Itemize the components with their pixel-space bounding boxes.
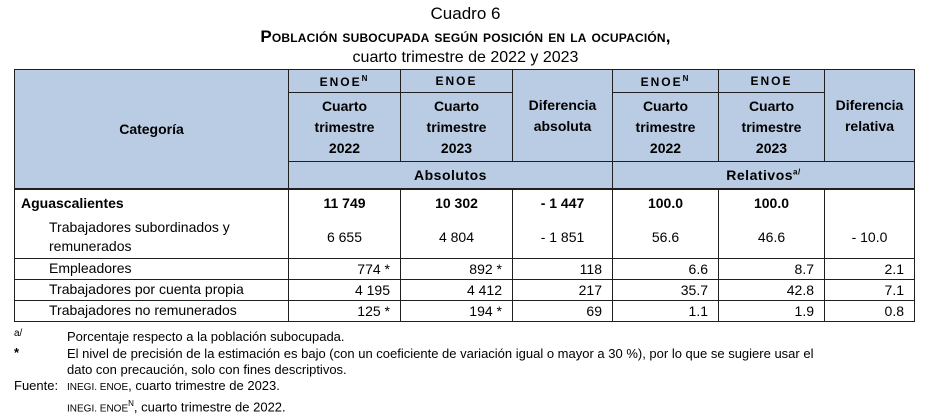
- header-cuarto-2022-rel: Cuarto trimestre 2022: [613, 93, 719, 162]
- cell-dif-rel: 2.1: [825, 258, 915, 279]
- cell-dif-abs: - 1 447: [513, 189, 613, 216]
- header-categoria: Categoría: [15, 70, 289, 190]
- cell-rel-2023: 100.0: [719, 189, 825, 216]
- cell-abs-2022: 774 *: [289, 258, 401, 279]
- cell-abs-2022: 11 749: [289, 189, 401, 216]
- footnote-a-mark: a/: [14, 328, 23, 339]
- table-row: [15, 189, 915, 216]
- cell-abs-2023: 892 *: [401, 258, 513, 279]
- cell-rel-2022: 6.6: [613, 258, 719, 279]
- cell-dif-rel: - 10.0: [825, 216, 915, 258]
- footnote-star-mark: *: [14, 345, 20, 360]
- footnote-a-text: Porcentaje respecto a la población subocupada.: [67, 329, 345, 344]
- header-diferencia-absoluta: Diferencia absoluta: [513, 70, 613, 162]
- cell-rel-2022: 35.7: [613, 279, 719, 300]
- cell-abs-2023: 10 302: [401, 189, 513, 216]
- row-label: Empleadores: [15, 258, 289, 279]
- header-enoe-n-rel: $ENOE^N$: [613, 70, 719, 93]
- cell-dif-abs: - 1 851: [513, 216, 613, 258]
- row-label: Aguascalientes: [15, 189, 289, 216]
- cell-dif-rel: 0.8: [825, 300, 915, 321]
- cell-rel-2022: 1.1: [613, 300, 719, 321]
- table-subtitle: cuarto trimestre de 2022 y 2023: [352, 49, 579, 66]
- cell-dif-abs: 69: [513, 300, 613, 321]
- cell-rel-2022: 100.0: [613, 189, 719, 216]
- cell-dif-rel: [825, 189, 915, 216]
- cell-rel-2022: 56.6: [613, 216, 719, 258]
- table-row: [15, 216, 915, 258]
- source-line-1: INEGI. ENOE, cuarto trimestre de 2023.: [67, 378, 280, 393]
- header-enoe-n: $ENOE^N$: [289, 70, 401, 93]
- cell-dif-abs: 118: [513, 258, 613, 279]
- header-cuarto-2022: Cuarto trimestre 2022: [289, 93, 401, 162]
- cell-abs-2022: 125 *: [289, 300, 401, 321]
- header-relativos: Relativos$^{a/}$: [613, 162, 915, 190]
- data-table: [14, 69, 915, 322]
- cell-abs-2023: 194 *: [401, 300, 513, 321]
- cell-dif-abs: 217: [513, 279, 613, 300]
- cell-rel-2023: 8.7: [719, 258, 825, 279]
- header-absolutos: Absolutos: [289, 162, 613, 190]
- table-title: Población subocupada según posición en la ocupación,: [260, 27, 671, 46]
- source-line-2: INEGI. $ENOE^N$, cuarto trimestre de 2022.: [67, 399, 286, 415]
- cell-rel-2023: 46.6: [719, 216, 825, 258]
- header-cuarto-2023-rel: Cuarto trimestre 2023: [719, 93, 825, 162]
- cell-rel-2023: 1.9: [719, 300, 825, 321]
- table-row: [15, 258, 915, 279]
- cell-abs-2023: 4 412: [401, 279, 513, 300]
- source-label: Fuente:: [14, 378, 59, 393]
- table-row: [15, 279, 915, 300]
- header-cuarto-2023: Cuarto trimestre 2023: [401, 93, 513, 162]
- cell-abs-2022: 6 655: [289, 216, 401, 258]
- row-label: Trabajadores no remunerados: [15, 300, 289, 321]
- table-row: [15, 300, 915, 321]
- header-diferencia-relativa: Diferencia relativa: [825, 70, 915, 162]
- header-enoe-rel: ENOE: [719, 70, 825, 93]
- cell-abs-2022: 4 195: [289, 279, 401, 300]
- table-number: Cuadro 6: [430, 4, 501, 23]
- cell-abs-2023: 4 804: [401, 216, 513, 258]
- cell-rel-2023: 42.8: [719, 279, 825, 300]
- cell-dif-rel: 7.1: [825, 279, 915, 300]
- header-enoe: ENOE: [401, 70, 513, 93]
- footnote-star-text: El nivel de precisión de la estimación es bajo (con un coeficiente de variación igual o mayor a 30 %), por lo que se sugiere usar el dato con precaución, solo con fines descriptivos.: [67, 346, 814, 377]
- row-label: Trabajadores por cuenta propia: [15, 279, 289, 300]
- row-label: Trabajadores subordinados y remunerados: [15, 216, 289, 258]
